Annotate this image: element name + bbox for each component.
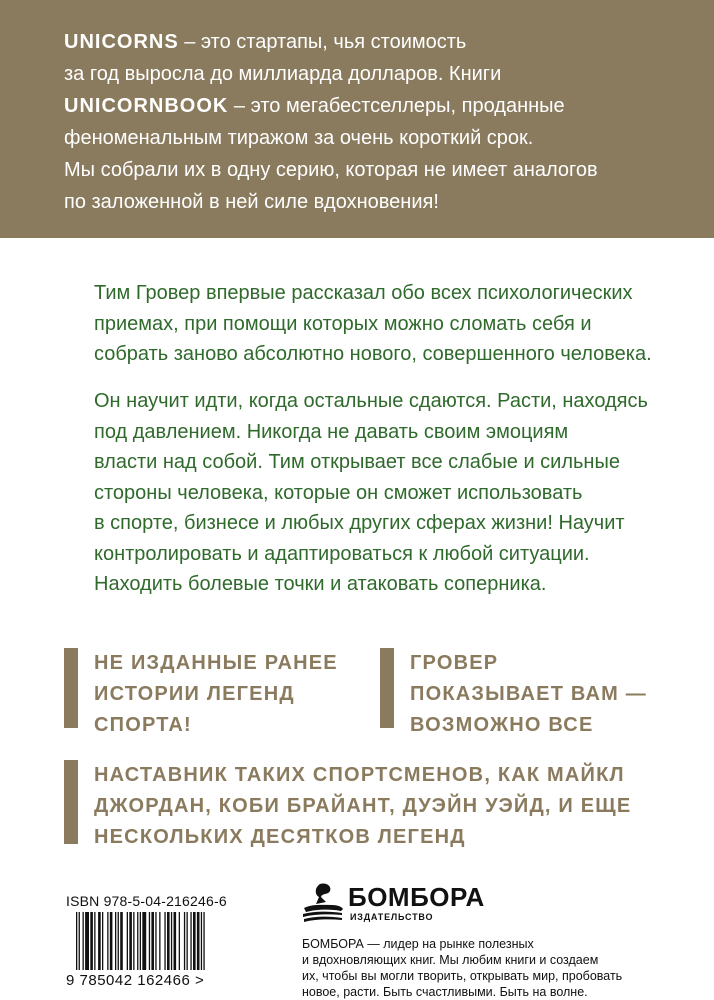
publisher-description: БОМБОРА — лидер на рынке полезных и вдохновляющих книг. Мы любим книги и создаем их, чтобы вы могли творить, открывать мир, пробовать новое, расти. Быть счастливыми. Быть на волне. — [302, 937, 623, 999]
isbn-label: ISBN 978-5-04-216246-6 — [66, 893, 227, 909]
series-intro-line-4: феноменальным тиражом за очень короткий срок. — [64, 127, 534, 149]
bombora-rider-icon — [302, 880, 344, 924]
series-intro-line-1: UNICORNS – это стартапы, чья стоимость — [64, 31, 467, 53]
series-intro-line-3: UNICORNBOOK – это мегабестселлеры, проданные — [64, 95, 565, 117]
description-paragraph-2: Он научит идти, когда остальные сдаются. Расти, находясь под давлением. Никогда не давать своим эмоциям власти над собой. Тим открывает все слабые и сильные стороны человека, которые он сможет использовать в спорте, бизнесе и любых других сферах жизни! Научит контролировать и адаптироваться к любой ситуации. Находить болевые точки и атаковать соперника. — [94, 390, 648, 595]
series-intro-line-5: Мы собрали их в одну серию, которая не имеет аналогов — [64, 159, 598, 181]
barcode-digits: 9 785042 162466 > — [66, 972, 205, 989]
series-intro-line-6: по заложенной в ней силе вдохновения! — [64, 191, 439, 213]
unicorns-term: UNICORNS — [64, 31, 179, 53]
barcode-icon — [76, 912, 254, 970]
callout-mentor-of-athletes: НАСТАВНИК ТАКИХ СПОРТСМЕНОВ, КАК МАЙКЛ ДЖОРДАН, КОБИ БРАЙАНТ, ДУЭЙН УЭЙД, И ЕЩЕ НЕСКОЛЬКИХ ДЕСЯТКОВ ЛЕГЕНД — [64, 760, 631, 844]
publisher-logo-subtitle: ИЗДАТЕЛЬСТВО — [350, 912, 434, 922]
callout-unpublished-stories: НЕ ИЗДАННЫЕ РАНЕЕ ИСТОРИИ ЛЕГЕНД СПОРТА! — [64, 648, 338, 728]
series-intro — [64, 26, 694, 218]
callout-grover-shows: ГРОВЕР ПОКАЗЫВАЕТ ВАМ — ВОЗМОЖНО ВСЕ — [380, 648, 647, 728]
unicornbook-term: UNICORNBOOK — [64, 95, 229, 117]
series-intro-line-2: за год выросла до миллиарда долларов. Книги — [64, 63, 502, 85]
publisher-logo-name: БОМБОРА — [348, 882, 485, 912]
description-paragraph-1: Тим Гровер впервые рассказал обо всех психологических приемах, при помощи которых можно сломать себя и собрать заново абсолютно нового, совершенного человека. — [94, 282, 652, 365]
